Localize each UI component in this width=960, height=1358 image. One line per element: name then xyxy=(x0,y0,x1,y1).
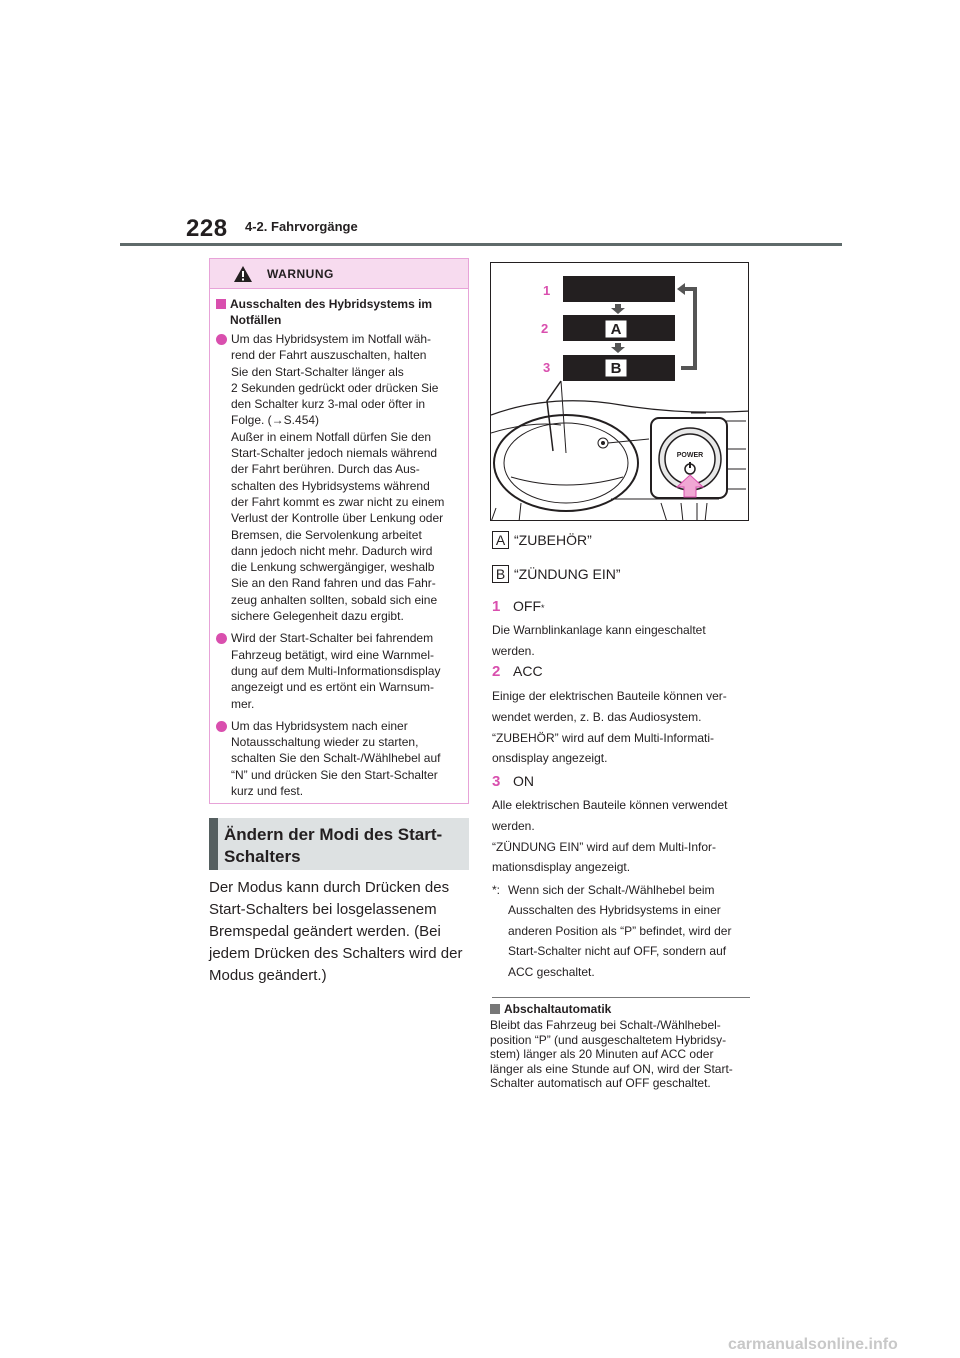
illus-number-1: 1 xyxy=(543,283,551,298)
key-box-b: B xyxy=(492,565,509,583)
mode-on-description: Alle elektrischen Bauteile können verwendet werden. “ZÜNDUNG EIN” wird auf dem Multi-Infor- mationsdisplay angezeigt. xyxy=(492,798,728,875)
key-box-a: A xyxy=(492,531,509,549)
square-bullet-icon xyxy=(490,1004,500,1014)
footnote: *: Wenn sich der Schalt-/Wählhebel beim Ausschalten des Hybridsystems in einer anderen Position als “P” befindet, wird der Start-Schalter nicht auf OFF, sondern auf ACC geschaltet. xyxy=(492,883,732,979)
illus-key-a: A xyxy=(610,321,622,338)
warning-body xyxy=(210,289,468,799)
page-number: 228 xyxy=(186,215,228,242)
header-rule xyxy=(120,243,842,246)
watermark: carmanualsonline.info xyxy=(728,1336,898,1353)
circle-bullet-icon xyxy=(216,334,227,345)
mode-off-description: Die Warnblinkanlage kann eingeschaltet werden. xyxy=(492,623,706,658)
warning-item: Um das Hybridsystem im Notfall wäh- rend der Fahrt auszuschalten, halten Sie den Start-Schalter länger als 2 Sekunden gedrückt oder drücken Sie den Schalter kurz 3-mal oder öfter in Folge. (→S.454) Außer in einem Notfall dürfen Sie den Start-Schalter jedoch niemals während der Fahrt berühren. Durch das Aus- schalten des Hybridsystems während der Fahrt kommt es zwar nicht zu einem Verlust der Kontrolle über Lenkung oder Bremsen, die Servolenkung arbeitet dann jedoch nicht mehr. Dadurch wird die Lenkung schwergängiger, weshalb Sie an den Rand fahren und das Fahr- zeug anhalten sollten, sobald sich eine sichere Gelegenheit dazu ergibt. xyxy=(216,331,460,624)
mode-acc-description: Einige der elektrischen Bauteile können ver- wendet werden, z. B. das Audiosystem. “ZUBEHÖR” wird auf dem Multi-Informati- onsdisplay angezeigt. xyxy=(492,689,727,766)
square-bullet-icon xyxy=(216,299,226,309)
illus-number-2: 2 xyxy=(541,321,549,336)
circle-bullet-icon xyxy=(216,721,227,732)
warning-item: Wird der Start-Schalter bei fahrendem Fahrzeug betätigt, wird eine Warnmel- dung auf dem Multi-Informationsdisplay angezeigt und es ertönt ein Warnsum- mer. xyxy=(216,630,460,711)
mode-acc: 2 ACC xyxy=(492,663,543,680)
section-title: 4-2. Fahrvorgänge xyxy=(245,219,358,234)
illus-number-3: 3 xyxy=(543,360,551,375)
circle-bullet-icon xyxy=(216,633,227,644)
illus-key-b: B xyxy=(610,360,622,377)
auto-off-title: Abschaltautomatik xyxy=(490,1002,611,1016)
warning-subheading: Ausschalten des Hybridsystems im Notfällen xyxy=(216,296,460,328)
power-button-label: POWER xyxy=(676,452,704,459)
divider xyxy=(492,997,750,998)
warning-triangle-icon xyxy=(233,265,253,283)
warning-header xyxy=(210,259,468,289)
start-switch-illustration xyxy=(490,262,749,521)
mode-on: 3 ON xyxy=(492,773,534,790)
dashboard-drawing xyxy=(491,263,749,521)
auto-off-text: Bleibt das Fahrzeug bei Schalt-/Wählhebel- position “P” (und ausgeschaltetem Hybridsy- stem) länger als 20 Minuten auf ACC oder länger als eine Stunde auf ON, wird der Start- Schalter automatisch auf OFF geschaltet. xyxy=(490,1018,733,1091)
mode-off: 1 OFF * xyxy=(492,598,545,615)
warning-box xyxy=(209,258,469,804)
warning-title: WARNUNG xyxy=(267,267,334,281)
intro-paragraph: Der Modus kann durch Drücken des Start-Schalters bei losgelassenem Bremspedal geändert werden. (Bei jedem Drücken des Schalters wird der Modus geändert.) xyxy=(209,879,463,984)
warning-item: Um das Hybridsystem nach einer Notausschaltung wieder zu starten, schalten Sie den Schalt-/Wählhebel auf “N” und drücken Sie den Start-Schalter kurz und fest. xyxy=(216,718,460,799)
section-heading: Ändern der Modi des Start- Schalters xyxy=(209,818,469,870)
legend-item-a: A “ZUBEHÖR” xyxy=(492,531,592,549)
legend-item-b: B “ZÜNDUNG EIN” xyxy=(492,565,621,583)
